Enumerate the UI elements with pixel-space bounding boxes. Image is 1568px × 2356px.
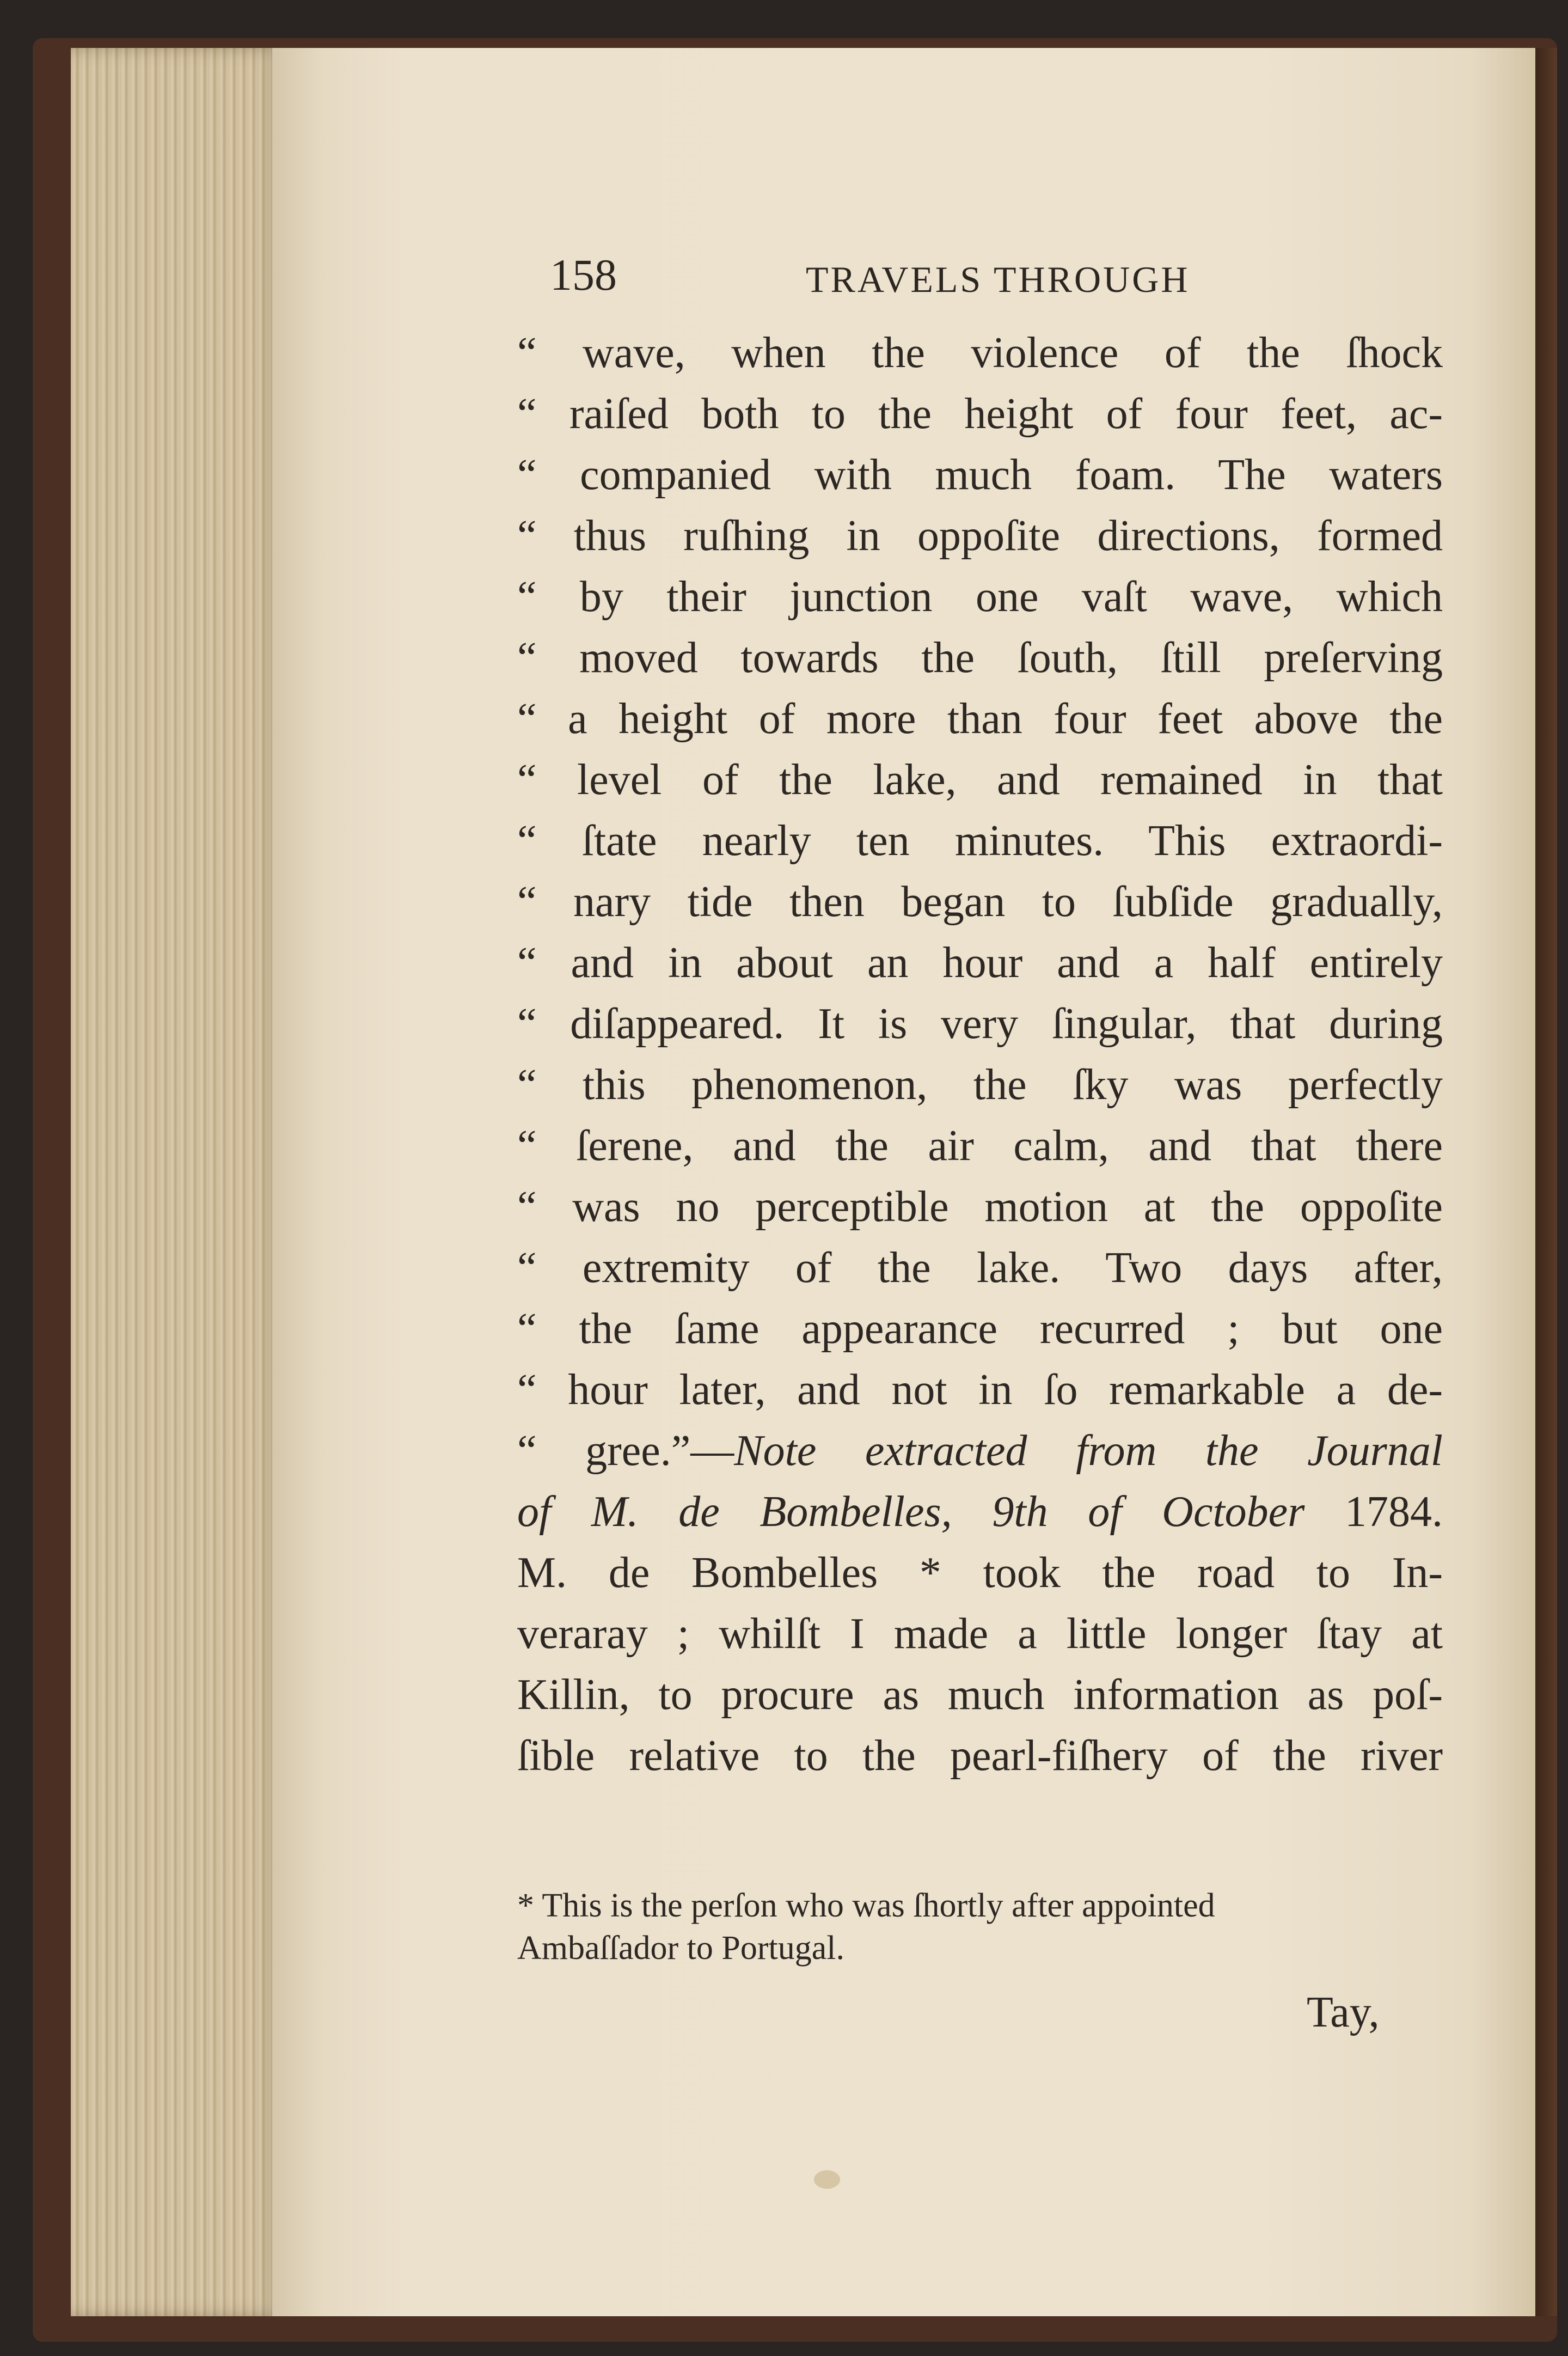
- footnote-line: * This is the perſon who was ſhortly after appointed: [517, 1887, 1215, 1924]
- paragraph-line: Killin, to procure as much information as poſ-: [517, 1671, 1443, 1719]
- text-line: “ moved towards the ſouth, ſtill preſerving: [517, 634, 1443, 682]
- text-line: “ ſerene, and the air calm, and that there: [517, 1122, 1443, 1170]
- text-line: “ diſappeared. It is very ſingular, that during: [517, 1000, 1443, 1048]
- text-line: “ hour later, and not in ſo remarkable a de-: [517, 1366, 1443, 1414]
- paragraph-line: ſible relative to the pearl-fiſhery of the river: [517, 1732, 1443, 1780]
- text-line: “ thus ruſhing in oppoſite directions, formed: [517, 512, 1443, 560]
- paragraph-line: M. de Bombelles * took the road to In-: [517, 1549, 1443, 1597]
- source-note-author: of M. de Bombelles,: [517, 1488, 952, 1536]
- quote-end-text: “ gree.”—: [517, 1427, 734, 1475]
- text-line: “ a height of more than four feet above the: [517, 695, 1443, 743]
- text-line: “ this phenomenon, the ſky was perfectly: [517, 1061, 1443, 1109]
- page-edges: [71, 48, 283, 2316]
- footnote: [517, 1884, 1416, 1969]
- text-line: “ wave, when the violence of the ſhock: [517, 329, 1443, 377]
- text-line: “ and in about an hour and a half entirely: [517, 939, 1443, 987]
- catchword: Tay,: [1307, 1988, 1380, 2036]
- cover-edge: [1535, 48, 1557, 2316]
- text-line: “ by their junction one vaſt wave, which: [517, 573, 1443, 621]
- text-line: “ was no perceptible motion at the oppoſite: [517, 1183, 1443, 1231]
- paragraph-line: veraray ; whilſt I made a little longer ſtay at: [517, 1610, 1443, 1658]
- running-title: TRAVELS THROUGH: [806, 259, 1190, 300]
- paper-stain: [814, 2170, 840, 2189]
- source-note-year: 1784.: [1304, 1488, 1443, 1536]
- footnote-line: Ambaſſador to Portugal.: [517, 1930, 844, 1967]
- text-line: [517, 1420, 1443, 1481]
- text-line: “ extremity of the lake. Two days after,: [517, 1244, 1443, 1292]
- page-number: 158: [550, 250, 617, 300]
- source-note-italic: Note extracted from the Journal: [734, 1427, 1443, 1475]
- text-line: “ ſtate nearly ten minutes. This extraordi-: [517, 817, 1443, 865]
- text-line: “ nary tide then began to ſubſide gradually,: [517, 878, 1443, 926]
- text-line: [517, 1481, 1443, 1542]
- source-note-date: 9th of October: [992, 1488, 1305, 1536]
- running-head: [550, 242, 1443, 308]
- text-line: “ the ſame appearance recurred ; but one: [517, 1305, 1443, 1353]
- text-line: “ level of the lake, and remained in that: [517, 756, 1443, 804]
- text-line: “ companied with much foam. The waters: [517, 451, 1443, 499]
- page-text: [517, 322, 1443, 1786]
- text-line: “ raiſed both to the height of four feet, ac-: [517, 390, 1443, 438]
